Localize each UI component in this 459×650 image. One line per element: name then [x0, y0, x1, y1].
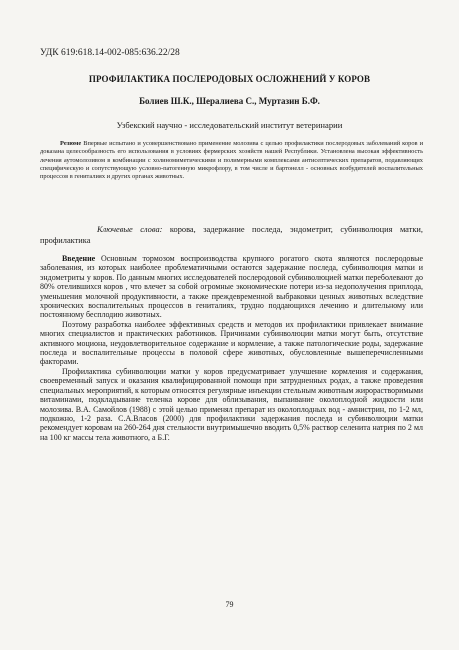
keywords-label: Ключевые слова:	[97, 225, 163, 234]
keywords-text: корова, задержание последа, эндометрит, субинволюция матки, профилактика	[40, 225, 423, 245]
abstract-label: Резюме	[60, 140, 82, 147]
keywords	[40, 225, 423, 246]
introduction-text: Основным тормозом воспроизводства крупного рогатого скота являются послеродовые заболевания, из которых наиболее проблематичными остаются задержание последа, субинволюция матки и эндометриты у коров. По данным многих исследователей послеродовой субинволюцией матки переболевают до 80% отелившихся коров , что влечет за собой огромные экономические потери из-за недополучения приплода, уменьшения молочной продуктивности, а также преждевременной выбраковки ценных животных вследствие хронических воспалительных процессов в гениталиях, трудно поддающихся лечению и длительному или постоянному бесплодию животных.	[40, 254, 423, 320]
paragraph-introduction	[40, 254, 423, 320]
article-body	[40, 254, 423, 442]
paragraph-3: Профилактика субинволюции матки у коров предусматривает улучшение кормления и содержания, своевременный запуск и оказания квалифицированной помощи при затрудненных родах, а также проведения специальных мероприятий, к которым относятся регулярные инъекции стельным животным жирорастворимыми витаминами, подкладывание теленка корове для облизывания, выпаивание околоплодной жидкости или молозива. В.А. Самойлов (1988) с этой целью применял препарат из околоплодных вод - амнистрин, по 1-2 мл, подкожно, 1-2 раза. С.А.Власов (2000) для профилактики задержания последа и субинволюции матки рекомендует коровам на 260-264 дня стельности внутримышечно вводить 0,5% раствор селенита натрия по 2 мл на 100 кг массы тела животного, а Б.Г.	[40, 366, 423, 442]
paragraph-2: Поэтому разработка наиболее эффективных средств и методов их профилактики привлекает внимание многих специалистов и практических работников. Причинами субинволюции матки могут быть, отсутствие активного моциона, неудовлетворительное содержание и кормление, а также патологические роды, задержание последа и воспалительные процессы в половой сфере животных, обусловленные вышеперечисленными факторами.	[40, 319, 423, 367]
abstract	[40, 140, 423, 181]
article-title: ПРОФИЛАКТИКА ПОСЛЕРОДОВЫХ ОСЛОЖНЕНИЙ У КОРОВ	[88, 74, 371, 84]
page-number: 79	[225, 600, 234, 609]
udc-code: УДК 619:618.14-002-085:636.22/28	[40, 48, 180, 58]
abstract-text: Впервые испытано и усовершенствовано применение молозива с целью профилактики послеродовых заболеваний коров и доказана целесообразность его использования в условиях фермерских хозяйств нашей Республики. Установлена высокая эффективность лечения аутомолозивом в комбинации с холиномиметическими и полимерными комплексами антисептических препаратов, подавляющих специфическую и сопутствующую условно-патогенную микрофлору, в том числе и бартонелл - основных возбудителей воспалительных процессов в гениталиях и других органах животных.	[40, 140, 423, 180]
introduction-label: Введение	[62, 254, 96, 263]
authors: Болиев Ш.К., Шералиева С., Муртазин Б.Ф.	[139, 96, 320, 106]
affiliation: Узбекский научно - исследовательский институт ветеринарии	[116, 120, 343, 130]
